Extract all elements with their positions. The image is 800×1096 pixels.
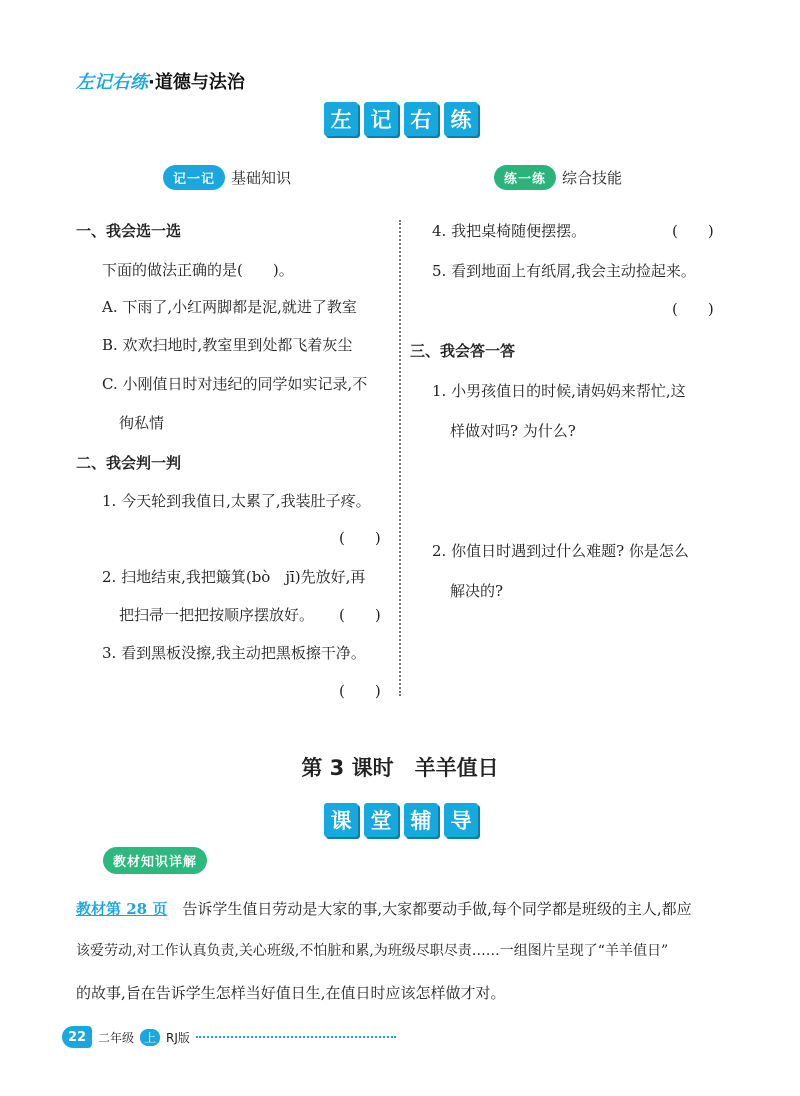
page-footer: [62, 1026, 396, 1048]
guide-line-1: 教材第 28 页 告诉学生值日劳动是大家的事,大家都要动手做,每个同学都是班级的主人,都应: [76, 900, 692, 918]
banner-char: 记: [364, 102, 398, 136]
right-column-header: [494, 165, 622, 190]
memo-tag-label: 基础知识: [231, 169, 292, 187]
judge-item-1: 1. 今天轮到我值日,太累了,我装肚子疼。: [102, 492, 371, 510]
column-divider: [399, 220, 401, 696]
answer-blank: ( ): [339, 682, 381, 700]
knowledge-badge: 教材知识详解: [103, 847, 207, 874]
lesson-title: 第 3 课时 羊羊值日: [301, 756, 499, 780]
question-title-answer: 三、我会答一答: [410, 342, 516, 360]
guide-line-2: 该爱劳动,对工作认真负责,关心班级,不怕脏和累,为班级尽职尽责……一组图片呈现了“羊羊值日”: [76, 943, 669, 959]
page-number: 22: [62, 1026, 92, 1048]
judge-item-5: 5. 看到地面上有纸屑,我会主动捡起来。: [432, 262, 696, 280]
footer-edition: RJ版: [166, 1030, 190, 1045]
question-title-choose: 一、我会选一选: [76, 222, 182, 240]
banner-char: 堂: [364, 803, 398, 837]
banner-char: 导: [444, 803, 478, 837]
answer-blank: ( ): [672, 222, 714, 240]
judge-item-4: 4. 我把桌椅随便摆摆。: [432, 222, 587, 240]
judge-item-3: 3. 看到黑板没擦,我主动把黑板擦干净。: [102, 644, 366, 662]
question-stem: 下面的做法正确的是( )。: [102, 261, 294, 279]
guide-line-3: 的故事,旨在告诉学生怎样当好值日生,在值日时应该怎样做才对。: [76, 984, 506, 1002]
textbook-page-ref: 教材第 28 页: [76, 900, 168, 918]
practice-tag: 练一练: [494, 165, 556, 190]
section-banner-top: [324, 102, 478, 136]
answer-question-2: 2. 你值日时遇到过什么难题? 你是怎么: [432, 542, 689, 560]
practice-tag-label: 综合技能: [562, 169, 623, 187]
answer-question-1-continued: 样做对吗? 为什么?: [450, 422, 576, 440]
guide-paragraph: [76, 888, 726, 1014]
footer-grade: 二年级: [98, 1030, 135, 1045]
section-banner-mid: [324, 803, 478, 837]
banner-char: 辅: [404, 803, 438, 837]
memo-tag: 记一记: [163, 165, 225, 190]
footer-term: 上: [140, 1029, 160, 1046]
option-a: A. 下雨了,小红两脚都是泥,就进了教室: [102, 298, 357, 316]
option-b: B. 欢欢扫地时,教室里到处都飞着灰尘: [102, 336, 353, 354]
option-c-continued: 徇私情: [119, 414, 165, 432]
option-c: C. 小刚值日时对违纪的同学如实记录,不: [102, 375, 368, 393]
banner-char: 右: [404, 102, 438, 136]
footer-dotted-line: [196, 1036, 396, 1038]
banner-char: 左: [324, 102, 358, 136]
answer-question-1: 1. 小男孩值日的时候,请妈妈来帮忙,这: [432, 382, 686, 400]
banner-char: 课: [324, 803, 358, 837]
brand-subject: ·道德与法治: [148, 72, 245, 93]
answer-blank: ( ): [339, 606, 381, 624]
brand-series: 左记右练: [76, 72, 148, 93]
answer-question-2-continued: 解决的?: [450, 582, 504, 600]
banner-char: 练: [444, 102, 478, 136]
judge-item-2-continued: 把扫帚一把把按顺序摆放好。: [119, 606, 315, 624]
answer-blank: ( ): [672, 300, 714, 318]
judge-item-2: 2. 扫地结束,我把簸箕(bò jī)先放好,再: [102, 568, 366, 586]
answer-blank: ( ): [339, 529, 381, 547]
question-title-judge: 二、我会判一判: [76, 454, 182, 472]
left-column-header: [163, 165, 291, 190]
book-brand: [76, 68, 245, 94]
